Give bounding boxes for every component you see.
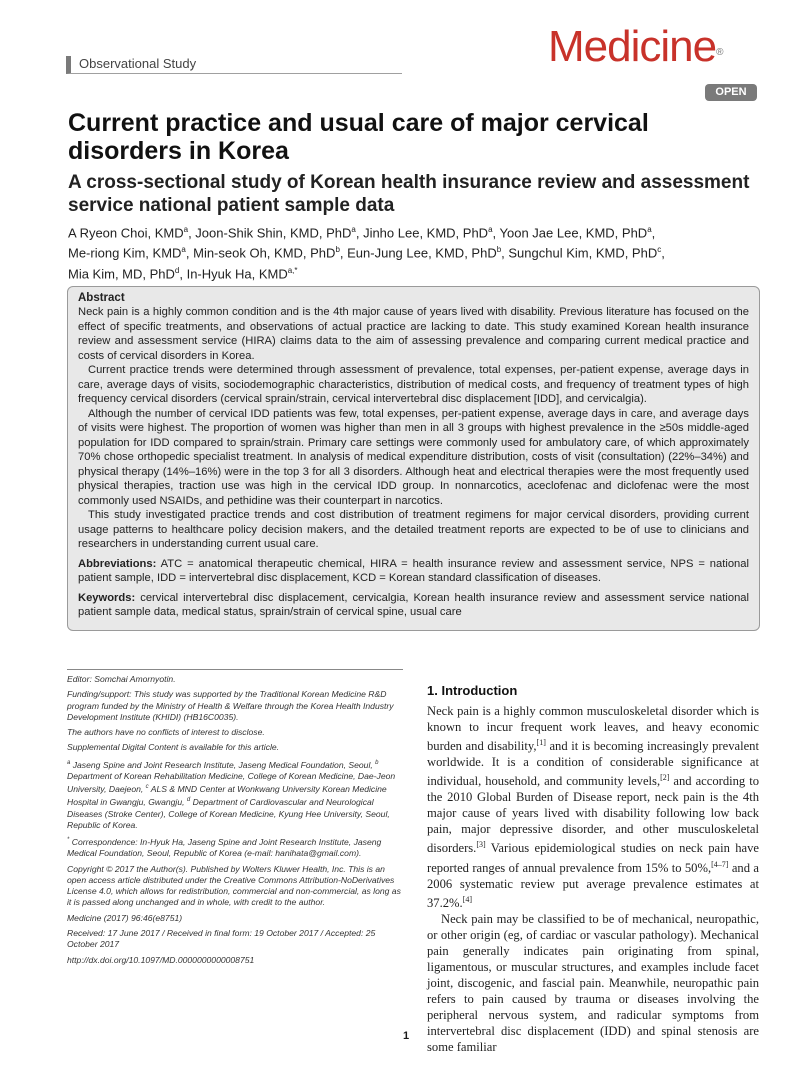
abstract-heading: Abstract bbox=[78, 292, 125, 304]
affiliation-mark: b bbox=[375, 759, 379, 766]
author-affiliation: b bbox=[496, 245, 502, 255]
author-affiliation: a bbox=[488, 225, 493, 234]
author: In-Hyuk Ha, KMD bbox=[186, 265, 288, 281]
author: Min-seok Oh, KMD, PhD bbox=[193, 245, 336, 261]
affiliation-text: Department of Cardiovascular and Neurological Diseases (Stroke Center), College of Korean Medicine, Kyung Hee University, Seoul, Republic of Korea. bbox=[67, 797, 390, 830]
journal-logo bbox=[548, 20, 762, 74]
author: Jinho Lee, KMD, PhD bbox=[363, 225, 489, 241]
author: Joon-Shik Shin, KMD, PhD bbox=[195, 225, 352, 241]
abbreviations-text: ATC = anatomical therapeutic chemical, HIRA = health insurance review and assessment service, NPS = national patient sample, IDD = intervertebral disc displacement, KCD = Korean standard classification of diseases. bbox=[78, 557, 749, 584]
author: A Ryeon Choi, KMD bbox=[68, 225, 184, 241]
dates-note: Received: 17 June 2017 / Received in final form: 19 October 2017 / Accepted: 25 October 2017 bbox=[67, 928, 376, 950]
author-affiliation: a bbox=[183, 225, 189, 234]
abstract-box bbox=[67, 286, 760, 631]
intro-text: Various epidemiological studies on neck pain have reported ranges of annual prevalence from 15% to 50%, bbox=[427, 841, 759, 875]
doi-link[interactable]: http://dx.doi.org/10.1097/MD.0000000000008751 bbox=[67, 954, 255, 965]
intro-text: and according to the 2010 Global Burden of Disease report, neck pain is the 4th major cause of years lived with disability following low back pain, major depressive disorder, and other musculoskeletal disorders. bbox=[427, 774, 759, 856]
abstract-paragraph: Current practice trends were determined through assessment of prevalence, total expenses, per-patient expense, average days in care, average days of visits, sociodemographic characteristics, distribution of medical costs, and frequency of treatment types of high frequency cervical disorders (cervical sprain/strain, cervical intervertebral disc displacement [IDD], and cervicalgia). bbox=[78, 364, 749, 405]
citation-ref[interactable]: [3] bbox=[476, 840, 486, 850]
keywords bbox=[78, 591, 749, 620]
author: Me-riong Kim, KMD bbox=[68, 245, 182, 261]
author-affiliation: a,* bbox=[287, 265, 298, 275]
abbreviations bbox=[78, 557, 749, 586]
author-affiliation: b bbox=[335, 245, 340, 255]
author-affiliation: a bbox=[647, 225, 652, 234]
keywords-text: cervical intervertebral disc displacement, cervicalgia, Korean health insurance review and assessment service national patient sample data, medical status, sprain/strain of cervical spine, usual care bbox=[78, 591, 749, 618]
abstract-paragraph: Neck pain is a highly common condition and is the 4th major cause of years lived with disability. Previous literature has focused on the effect of specific treatments, and observations of actual practice are lacking to date. This study examined Korean health insurance review and assessment service (HIRA) claims data to the aim of assessing prevalence and comparing current medical practice and costs of cervical disorders in Korea. bbox=[78, 306, 749, 362]
introduction-body bbox=[427, 703, 759, 1055]
citation-ref[interactable]: [4] bbox=[462, 894, 473, 904]
intro-text: Neck pain is a highly common musculoskeletal disorder which is known to incur frequent work leaves, and heavy economic burden and disability, bbox=[427, 704, 759, 754]
registered-mark: ® bbox=[716, 47, 723, 58]
affiliation-text: ALS & MND Center at Wonkwang University Korean Medicine Hospital in Gwangju, Gwangju, bbox=[67, 784, 387, 808]
front-matter-notes bbox=[67, 669, 403, 970]
affiliations bbox=[67, 758, 403, 831]
open-access-badge: OPEN bbox=[705, 84, 757, 101]
abbreviations-label: Abbreviations: bbox=[78, 557, 157, 570]
author-affiliation: c bbox=[657, 245, 662, 255]
journal-name: Medicine bbox=[548, 22, 717, 71]
affiliation-mark: c bbox=[145, 784, 149, 791]
article-title: Current practice and usual care of major cervical disorders in Korea bbox=[68, 109, 649, 165]
correspondence-text: Correspondence: In-Hyuk Ha, Jaseng Spine and Joint Research Institute, Jaseng Medical Foundation, Seoul, Republic of Korea (e-mail: hanihata@gmail.com). bbox=[67, 837, 382, 859]
article-subtitle: A cross-sectional study of Korean health insurance review and assessment service national patient sample data bbox=[68, 172, 750, 216]
author-affiliation: d bbox=[174, 265, 180, 275]
abstract-paragraph: Although the number of cervical IDD patients was few, total expenses, per-patient expense, average days in care, and average days of visits were highest. The proportion of women was higher than men in all 3 groups with highest prevalence in the ≥50s middle-aged population for IDD compared to sprain/strain. Primary care settings were commonly used for ambulatory care, of which approximately 70% chose orthopedic specialist treatment. In analysis of medical expenditure distribution, costs of visit (consultation) (22%–34%) and physical therapy (14%–16%) were in the top 3 for all 3 disorders. Although heat and electrical therapies were the most frequently used physical therapies, traction use was high in the cervical IDD group. In nonnarcotics, aceclofenac and diclofenac were the most commonly used NSAIDs, and pethidine was their counterpart in narcotics. bbox=[78, 407, 749, 507]
citation-note: Medicine (2017) 96:46(e8751) bbox=[67, 912, 183, 923]
conflicts-note: The authors have no conflicts of interest to disclose. bbox=[67, 727, 265, 738]
affiliation-text: Department of Korean Rehabilitation Medicine, College of Korean Medicine, Dae-Jeon University, Daejeon, bbox=[67, 770, 396, 795]
affiliation-mark: a bbox=[67, 759, 71, 766]
keywords-label: Keywords: bbox=[78, 591, 136, 604]
author-affiliation: a bbox=[351, 225, 356, 234]
page-number: 1 bbox=[402, 1030, 410, 1042]
supplemental-note: Supplemental Digital Content is available for this article. bbox=[67, 742, 280, 753]
author-list: A Ryeon Choi, KMD$^a$, Joon-Shik Shin, KMD, PhD$^a$, Jinho Lee, KMD, PhD$^a$, Yoon Jae Lee, KMD, PhD$^a$, Me-riong Kim, KMD$^a$, Min-seok Oh, KMD, PhD$^b$, Eun-Jung Lee, KMD, PhD$^b$, Sungchul Kim, KMD, PhD$^c$, Mia Kim, MD, PhD$^d$, In-Hyuk Ha, $KMD^{a,*}$ bbox=[68, 225, 665, 281]
affiliation-text: Jaseng Spine and Joint Research Institute, Jaseng Medical Foundation, Seoul, bbox=[72, 759, 376, 770]
citation-ref[interactable]: [4–7] bbox=[711, 859, 729, 869]
introduction-paragraph: Neck pain may be classified to be of mechanical, neuropathic, or other origin (eg, of cardiac or vascular pathology). Mechanical pain generally indicates pain originating from spinal, ligamentous, or muscular structures, and examples include facet joint, discogenic, and fascial pain. Meanwhile, neuropathic pain refers to pain caused by trauma or diseases involving the peripheral nervous system, and radicular symptoms from intervertebral disc displacement (IDD) and spinal stenosis are some familiar bbox=[427, 911, 759, 1054]
editor-note: Editor: Somchai Amornyotin. bbox=[67, 674, 176, 684]
introduction-heading: 1. Introduction bbox=[427, 683, 518, 698]
author: Yoon Jae Lee, KMD, PhD bbox=[499, 225, 648, 241]
funding-note: Funding/support: This study was supported by the Traditional Korean Medicine R&D program funded by the Ministry of Health & Welfare through the Korea Health Industry Development Institute (KHIDI) (HB16C0035). bbox=[67, 689, 394, 722]
abstract-paragraph: This study investigated practice trends and cost distribution of treatment regimens for major cervical disorders, providing current usage patterns to healthcare policy decision makers, and the detailed treatment reports are expected to be of use to clinicians and researchers in understanding current usual care. bbox=[78, 509, 749, 550]
introduction-paragraph bbox=[427, 703, 759, 911]
copyright-note: Copyright © 2017 the Author(s). Published by Wolters Kluwer Health, Inc. This is an open access article distributed under the Creative Commons Attribution-NoDerivatives License 4.0, which allows for redistribution, commercial and non-commercial, as long as it is passed along unchanged and in whole, with credit to the author. bbox=[67, 863, 401, 908]
author: Eun-Jung Lee, KMD, PhD bbox=[347, 245, 497, 261]
affiliation-mark: d bbox=[186, 797, 191, 804]
author: Mia Kim, MD, PhD bbox=[68, 265, 175, 281]
section-label: Observational Study bbox=[66, 56, 402, 74]
correspondence-note bbox=[67, 835, 403, 859]
author-affiliation: a bbox=[181, 245, 186, 255]
author: Sungchul Kim, KMD, PhD bbox=[508, 245, 658, 261]
intro-text: and a 2006 systematic review put average prevalence estimates at 37.2%. bbox=[427, 860, 760, 910]
citation-ref[interactable]: [1] bbox=[536, 738, 546, 747]
intro-text: and it is becoming increasingly prevalent worldwide. It is a condition of considerable significance at individual, household, and community levels, bbox=[427, 739, 759, 789]
citation-ref[interactable]: [2] bbox=[660, 773, 670, 783]
correspondence-mark: * bbox=[67, 837, 70, 844]
